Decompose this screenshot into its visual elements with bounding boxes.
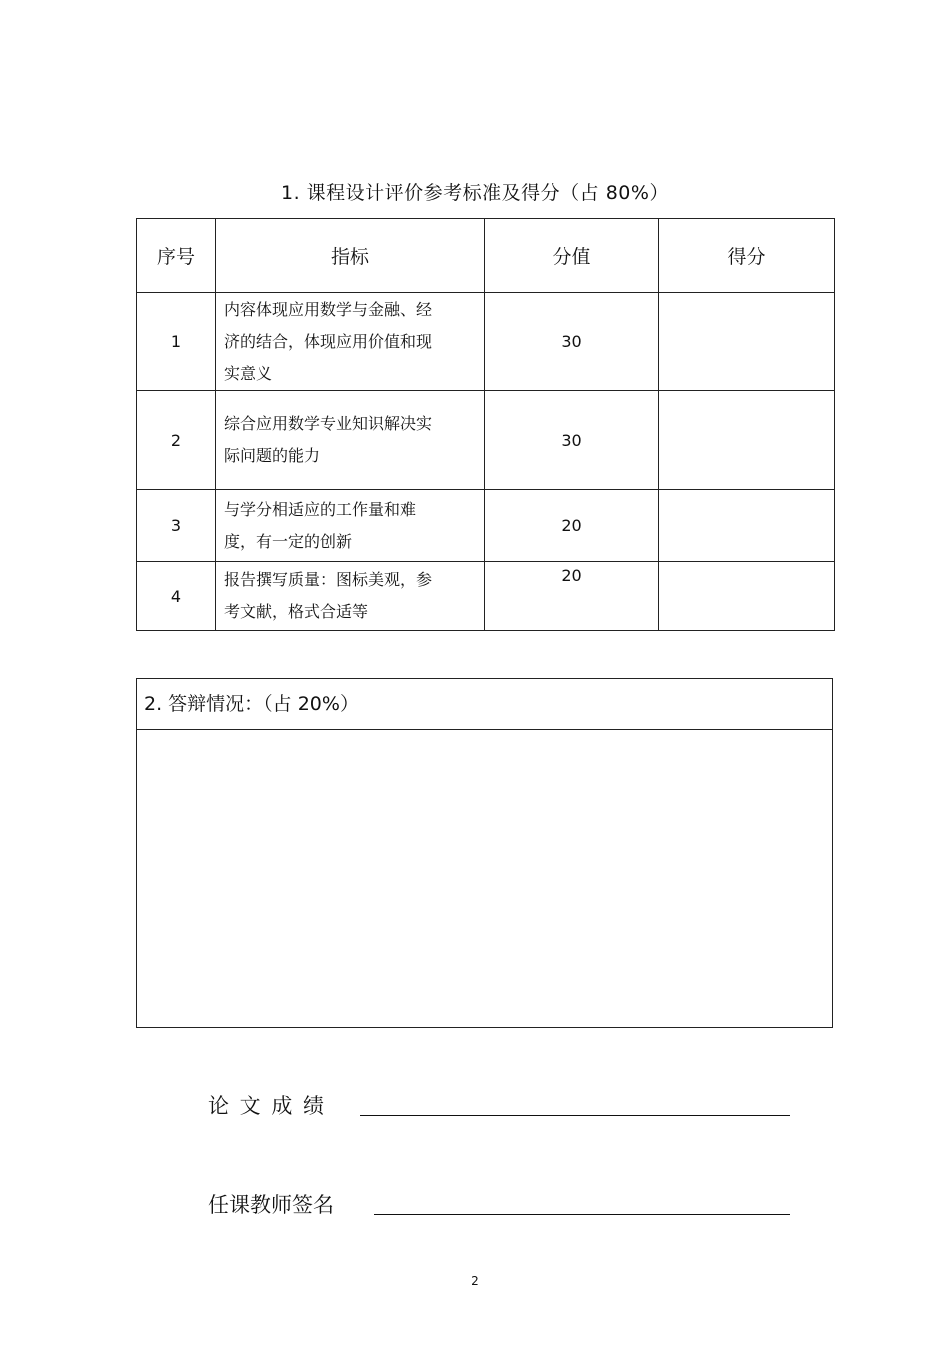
row-got-cell[interactable] [659, 490, 835, 562]
grade-row [208, 1090, 326, 1120]
grade-label: 论 文 成 绩 [208, 1094, 327, 1118]
defense-box [136, 678, 833, 1028]
table-row [137, 562, 835, 631]
section2-title: 2. 答辩情况：（占 20%） [137, 679, 832, 730]
row-indicator: 内容体现应用数学与金融、经 济的结合，体现应用价值和现 实意义 [224, 299, 433, 383]
row-indicator-cell [216, 391, 485, 490]
row-got-cell[interactable] [659, 293, 835, 391]
row-score: 30 [485, 293, 659, 391]
header-score: 分值 [485, 219, 659, 293]
grade-line[interactable] [360, 1095, 790, 1116]
header-no: 序号 [137, 219, 216, 293]
evaluation-table [136, 218, 835, 631]
teacher-label: 任课教师签名 [208, 1193, 334, 1217]
table-header-row [137, 219, 835, 293]
teacher-row [208, 1189, 334, 1219]
row-no: 1 [137, 293, 216, 391]
row-got-cell[interactable] [659, 562, 835, 631]
row-score: 20 [485, 562, 659, 631]
page-number: 2 [471, 1274, 479, 1288]
row-score: 20 [485, 490, 659, 562]
table-row [137, 490, 835, 562]
teacher-signature-line[interactable] [374, 1194, 790, 1215]
row-no: 3 [137, 490, 216, 562]
header-got: 得分 [659, 219, 835, 293]
row-indicator-cell [216, 490, 485, 562]
defense-content-area[interactable] [137, 730, 832, 1027]
row-indicator-cell [216, 562, 485, 631]
table-row [137, 391, 835, 490]
row-indicator-cell [216, 293, 485, 391]
table-row [137, 293, 835, 391]
row-no: 2 [137, 391, 216, 490]
row-no: 4 [137, 562, 216, 631]
row-got-cell[interactable] [659, 391, 835, 490]
header-indicator: 指标 [216, 219, 485, 293]
row-score: 30 [485, 391, 659, 490]
row-indicator: 与学分相适应的工作量和难 度，有一定的创新 [224, 499, 417, 551]
section1-title: 1. 课程设计评价参考标准及得分（占 80%） [281, 182, 669, 204]
row-indicator: 综合应用数学专业知识解决实 际问题的能力 [224, 414, 433, 465]
row-indicator: 报告撰写质量：图标美观，参 考文献，格式合适等 [224, 570, 433, 621]
